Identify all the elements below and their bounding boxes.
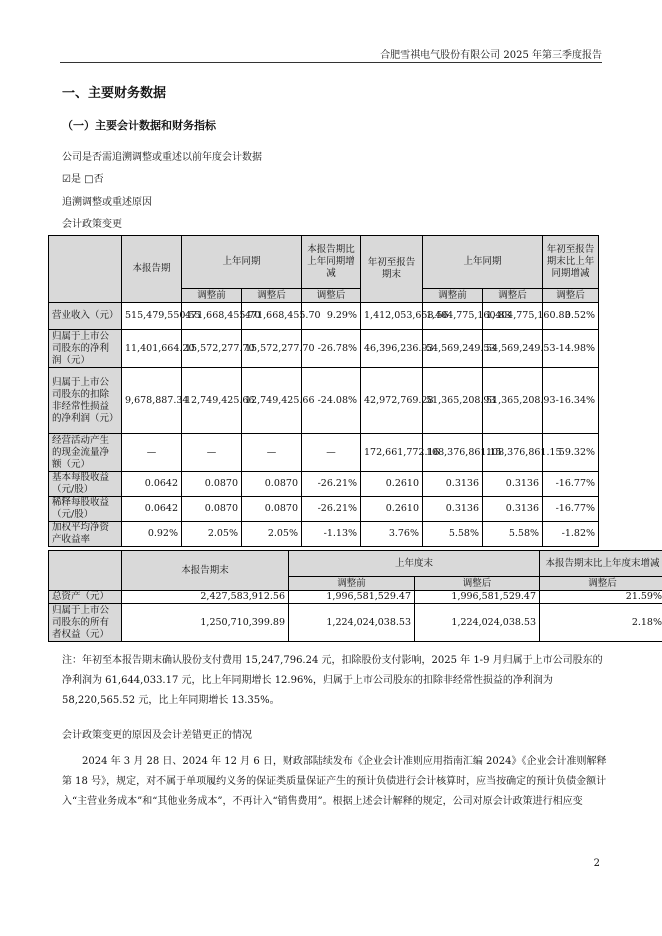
col-prev-ytd: 上年同期 [423,236,543,289]
cell: 0.0642 [122,472,182,497]
cell: -16.34% [543,368,599,434]
cell: 2.05% [182,522,242,547]
cell: -1.13% [302,522,361,547]
cell: 9.29% [302,303,361,330]
sub-before: 调整前 [182,289,242,303]
cell: 2.05% [242,522,302,547]
cell: 0.0870 [242,472,302,497]
col-change: 本报告期比上年同期增减 [302,236,361,289]
cell: 0.0870 [242,497,302,522]
page-header: 合肥雪祺电气股份有限公司 2025 年第三季度报告 [380,50,602,61]
col-change: 本报告期末比上年度末增减 [540,551,662,577]
cell: -24.08% [302,368,361,434]
row-label: 基本每股收益（元/股） [49,472,122,497]
cell: 471,668,455.70 [242,303,302,330]
balance-table [48,550,662,642]
cell: 2,427,583,912.56 [122,591,289,604]
key-data-table [48,235,599,547]
cell: 0.92% [122,522,182,547]
row-label: 稀释每股收益（元/股） [49,497,122,522]
table-row [49,368,599,434]
cell: — [242,434,302,472]
header-rule [60,62,602,63]
cell: 9,678,887.34 [122,368,182,434]
cell: 51,365,208.93 [483,368,543,434]
cell: 51,365,208.93 [423,368,483,434]
cell: -26.21% [302,472,361,497]
cell: -16.77% [543,497,599,522]
subsection-title: （一）主要会计数据和财务指标 [62,119,216,132]
sub-after: 调整后 [540,577,662,591]
page-number: 2 [593,858,600,869]
cell: -14.98% [543,330,599,368]
cell: -1.82% [543,522,599,547]
cell: 15,572,277.70 [182,330,242,368]
row-label: 归属于上市公司股东的净利润（元） [49,330,122,368]
sub-before: 调整前 [289,577,415,591]
cell: — [122,434,182,472]
cell: 42,972,769.28 [361,368,423,434]
cell: 21.59% [540,591,662,604]
table-row [49,472,599,497]
cell: 5.58% [423,522,483,547]
cell: 12,749,425.66 [182,368,242,434]
cell: 15,572,277.70 [242,330,302,368]
col-period-end: 本报告期末 [122,551,289,591]
footnote: 注：年初至本报告期末确认股份支付费用 15,247,796.24 元，扣除股份支付影响，2025 年 1-9 月归属于上市公司股东的净利润为 61,644,033.17 元，比上年同期增长 12.96%，归属于上市公司股东的扣除非经常性损益的净利润为 58,220,565.52 元，比上年同期增长 13.35%。 [62,655,603,706]
cell: 1,250,710,399.89 [122,604,289,642]
cell: 0.2610 [361,472,423,497]
corner-cell [49,551,122,591]
cell: 1,224,024,038.53 [289,604,415,642]
col-prev-year-end: 上年度末 [289,551,540,577]
table-row [49,591,662,604]
row-label: 加权平均净资产收益率 [49,522,122,547]
row-label: 经营活动产生的现金流量净额（元） [49,434,122,472]
cell: 46,396,236.93 [361,330,423,368]
cell: 0.3136 [483,497,543,522]
cell: 1,404,775,160.83 [483,303,543,330]
cell: 0.3136 [423,472,483,497]
cell: 0.0870 [182,497,242,522]
cell: 1,412,053,658.56 [361,303,423,330]
cell: 0.2610 [361,497,423,522]
row-label: 归属于上市公司股东的扣除非经常性损益的净利润（元） [49,368,122,434]
cell: -16.77% [543,472,599,497]
col-current: 本报告期 [122,236,182,303]
cell: 172,661,772.16 [361,434,423,472]
sub-after: 调整后 [242,289,302,303]
sub-after: 调整后 [415,577,540,591]
table-row [49,434,599,472]
sub-before: 调整前 [423,289,483,303]
cell: -26.21% [302,497,361,522]
row-label: 归属于上市公司股东的所有者权益（元） [49,604,122,642]
table-row [49,522,599,547]
sub-after: 调整后 [483,289,543,303]
restatement-reason-label: 追溯调整或重述原因 [62,197,152,208]
cell: 54,569,249.53 [483,330,543,368]
restatement-answer: ☑是 □否 [62,174,104,185]
policy-change-heading: 会计政策变更的原因及会计差错更正的情况 [62,730,252,741]
cell: 1,996,581,529.47 [289,591,415,604]
col-ytd: 年初至报告期末 [361,236,423,303]
cell: 2.18% [540,604,662,642]
cell: — [182,434,242,472]
table-row [49,303,599,330]
cell: — [302,434,361,472]
cell: 1,996,581,529.47 [415,591,540,604]
col-prev-period: 上年同期 [182,236,302,289]
cell: 0.52% [543,303,599,330]
section-title: 一、主要财务数据 [62,86,167,101]
cell: 11,401,664.20 [122,330,182,368]
cell: 12,749,425.66 [242,368,302,434]
cell: 3.76% [361,522,423,547]
cell: 54,569,249.53 [423,330,483,368]
policy-change-paragraph: 2024 年 3 月 28 日、2024 年 12 月 6 日，财政部陆续发布《企业会计准则应用指南汇编 2024》《企业会计准则解释第 18 号》，规定，对不属于单项履约义务的保证类质量保证产生的预计负债进行会计核算时，应当按确定的预计负债金额计入“主营业务成本”和“其他业务成本”，不再计入“销售费用”。根据上述会计解释的规定，公司对原会计政策进行相应变 [62,756,607,807]
cell: 515,479,550.55 [122,303,182,330]
cell: 0.0870 [182,472,242,497]
restatement-reason: 会计政策变更 [62,219,122,230]
cell: 1,404,775,160.83 [423,303,483,330]
col-ytd-change: 年初至报告期末比上年同期增减 [543,236,599,289]
cell: -26.78% [302,330,361,368]
cell: 1,224,024,038.53 [415,604,540,642]
corner-cell [49,236,122,303]
cell: 471,668,455.70 [182,303,242,330]
cell: 0.3136 [423,497,483,522]
table-row [49,604,662,642]
row-label: 总资产（元） [49,591,122,604]
cell: 108,376,861.15 [423,434,483,472]
row-label: 营业收入（元） [49,303,122,330]
sub-after: 调整后 [543,289,599,303]
table-row [49,497,599,522]
restatement-question: 公司是否需追溯调整或重述以前年度会计数据 [62,152,262,163]
sub-after: 调整后 [302,289,361,303]
cell: 0.3136 [483,472,543,497]
cell: 5.58% [483,522,543,547]
cell: 0.0642 [122,497,182,522]
table-row [49,330,599,368]
cell: 59.32% [543,434,599,472]
cell: 108,376,861.15 [483,434,543,472]
